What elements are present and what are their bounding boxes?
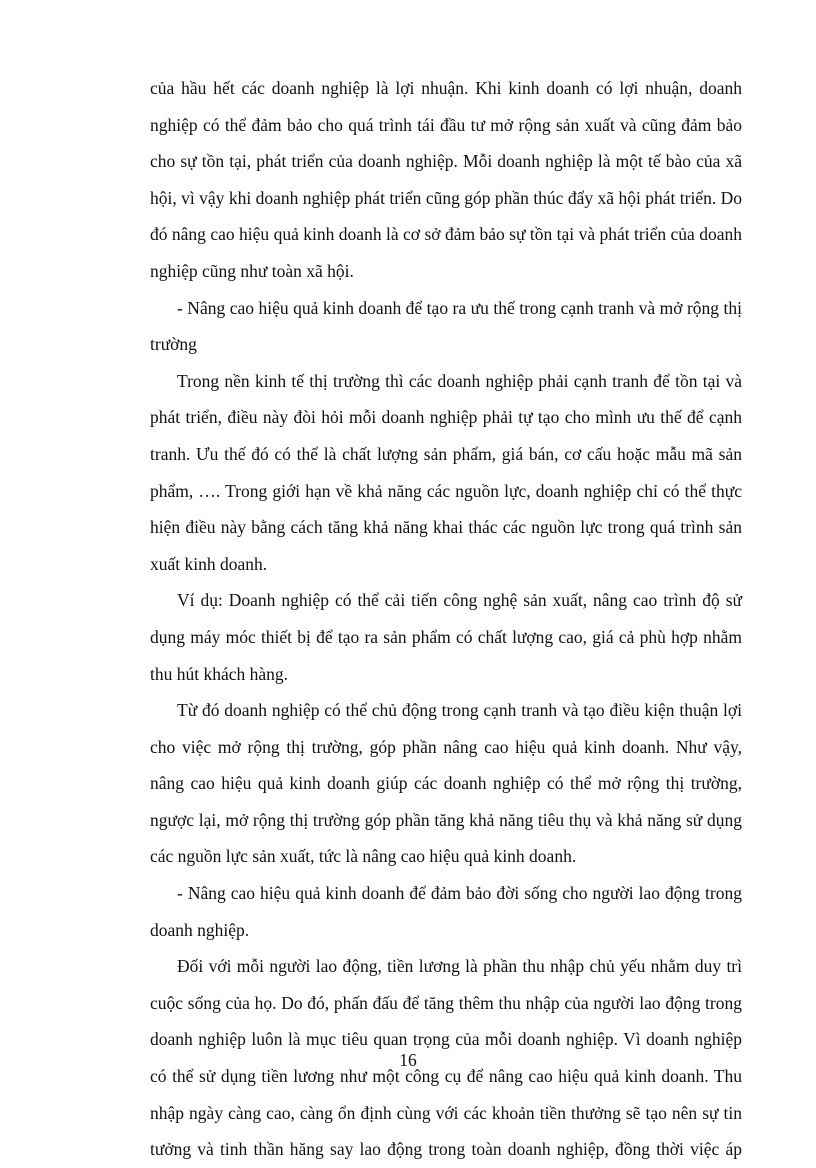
text-line: nâng cao hiệu quả kinh doanh giúp các doanh nghiệp có thể mở rộng thị trường, (150, 773, 742, 794)
text-line: cuộc sống của họ. Do đó, phấn đấu để tăng thêm thu nhập của người lao động trong (150, 992, 742, 1013)
text-line: trường (150, 334, 197, 355)
text-line: - Nâng cao hiệu quả kinh doanh để tạo ra ưu thế trong cạnh tranh và mở rộng thị (177, 297, 742, 318)
text-line: doanh nghiệp. (150, 919, 250, 940)
text-line: Ví dụ: Doanh nghiệp có thể cải tiến công nghệ sản xuất, nâng cao trình độ sử (177, 590, 742, 611)
text-line: đó nâng cao hiệu quả kinh doanh là cơ sở đảm bảo sự tồn tại và phát triển của doanh (150, 224, 742, 245)
text-line: Từ đó doanh nghiệp có thể chủ động trong cạnh tranh và tạo điều kiện thuận lợi (177, 700, 742, 721)
text-line: các nguồn lực sản xuất, tức là nâng cao hiệu quả kinh doanh. (150, 846, 577, 867)
text-line: hội, vì vậy khi doanh nghiệp phát triển cũng góp phần thúc đẩy xã hội phát triển. Do (150, 187, 742, 208)
text-line: - Nâng cao hiệu quả kinh doanh để đảm bảo đời sống cho người lao động trong (177, 883, 742, 904)
text-line: tưởng và tinh thần hăng say lao động trong toàn doanh nghiệp, đồng thời việc áp (150, 1139, 742, 1160)
document-body (150, 70, 742, 1168)
text-line: phẩm, …. Trong giới hạn về khả năng các nguồn lực, doanh nghiệp chỉ có thể thực (150, 480, 742, 501)
text-line: hiện điều này bằng cách tăng khả năng khai thác các nguồn lực trong quá trình sản (150, 517, 742, 538)
text-line: ngược lại, mở rộng thị trường góp phần tăng khả năng tiêu thụ và khả năng sử dụng (150, 809, 742, 830)
text-line: xuất kinh doanh. (150, 553, 268, 574)
text-line: tranh. Ưu thế đó có thể là chất lượng sản phẩm, giá bán, cơ cấu hoặc mẫu mã sản (150, 443, 742, 464)
page-number: 16 (399, 1050, 417, 1070)
text-line: Trong nền kinh tế thị trường thì các doanh nghiệp phải cạnh tranh để tồn tại và (177, 370, 742, 391)
text-line: nghiệp có thể đảm bảo cho quá trình tái đầu tư mở rộng sản xuất và cũng đảm bảo (150, 114, 742, 135)
text-line: thu hút khách hàng. (150, 663, 289, 684)
text-line: của hầu hết các doanh nghiệp là lợi nhuận. Khi kinh doanh có lợi nhuận, doanh (150, 78, 742, 98)
text-line: có thể sử dụng tiền lương như một công cụ để nâng cao hiệu quả kinh doanh. Thu (150, 1066, 742, 1087)
text-line: phát triển, điều này đòi hỏi mỗi doanh nghiệp phải tự tạo cho mình ưu thế để cạnh (150, 407, 742, 428)
text-line: cho sự tồn tại, phát triển của doanh nghiệp. Mỗi doanh nghiệp là một tế bào của xã (150, 151, 742, 172)
text-line: nhập ngày càng cao, càng ổn định cùng với các khoản tiền thưởng sẽ tạo nên sự tin (150, 1102, 742, 1123)
text-line: dụng máy móc thiết bị để tạo ra sản phẩm có chất lượng cao, giá cả phù hợp nhằm (150, 626, 742, 647)
text-line: cho việc mở rộng thị trường, góp phần nâng cao hiệu quả kinh doanh. Như vậy, (150, 736, 742, 757)
text-line: nghiệp cũng như toàn xã hội. (150, 260, 354, 281)
text-line: Đối với mỗi người lao động, tiền lương là phần thu nhập chủ yếu nhằm duy trì (177, 956, 742, 977)
text-line: doanh nghiệp luôn là mục tiêu quan trọng của mỗi doanh nghiệp. Vì doanh nghiệp (150, 1029, 742, 1050)
